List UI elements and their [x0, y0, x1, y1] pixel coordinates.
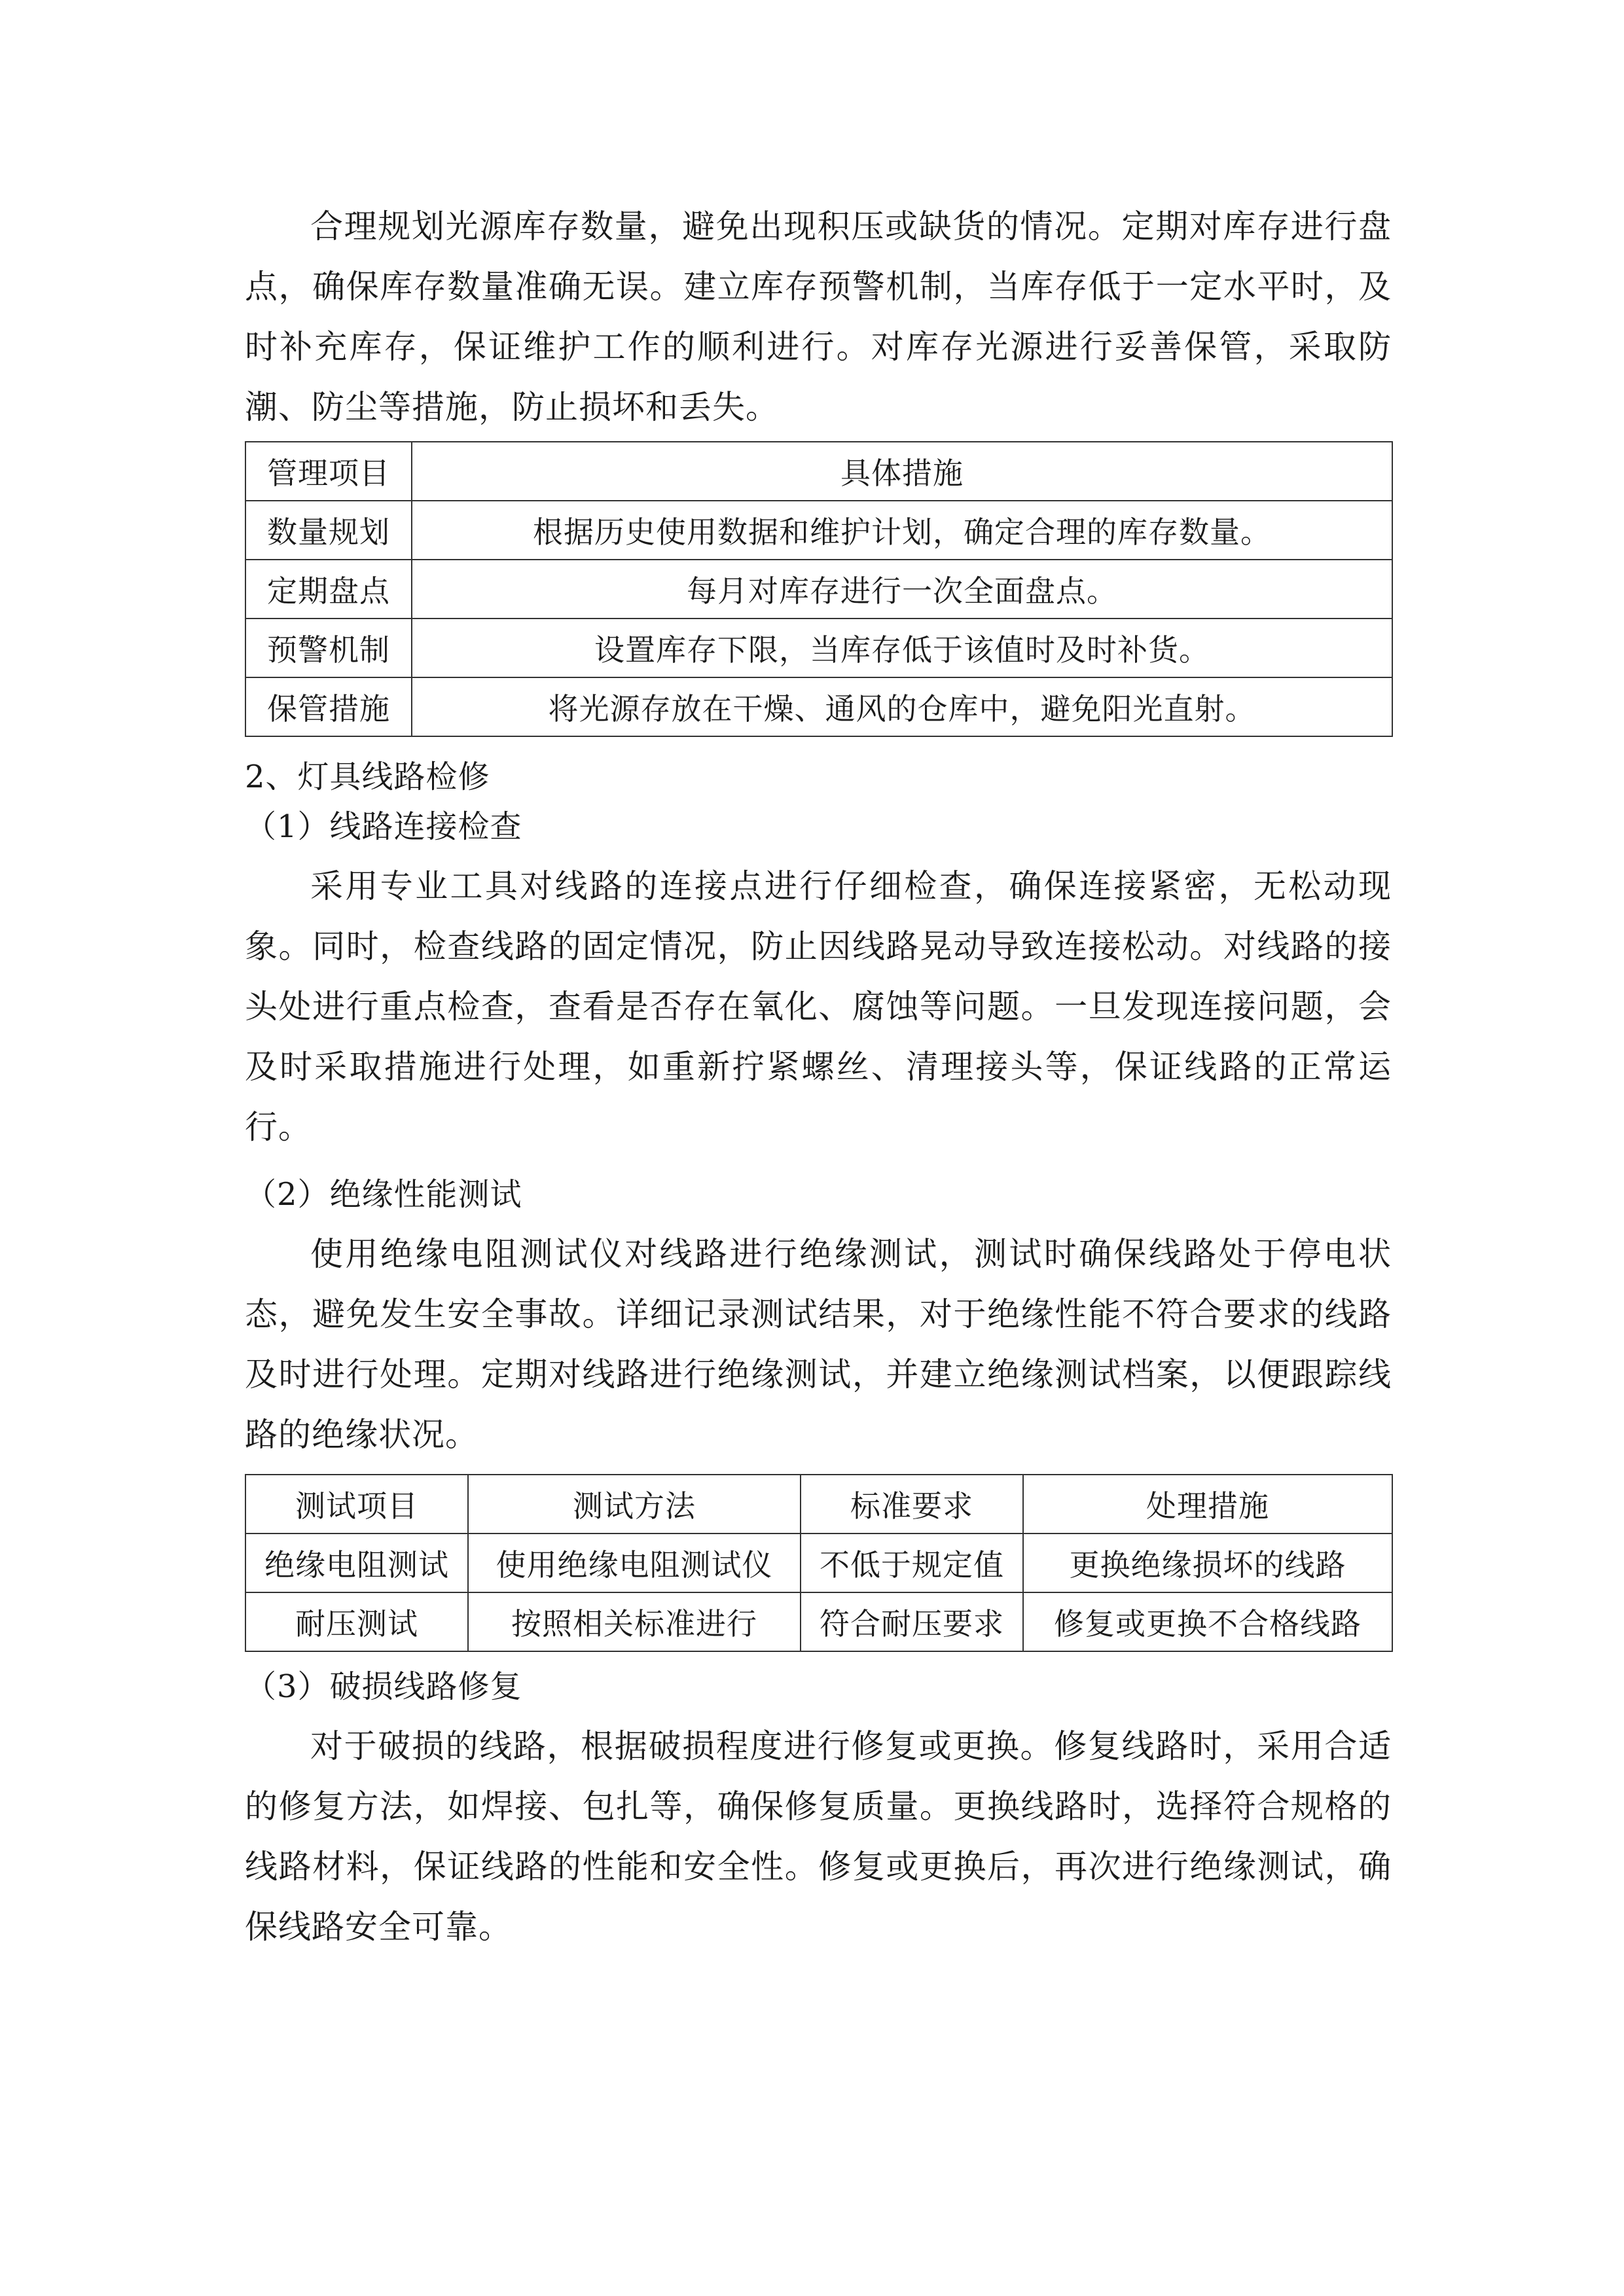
- table-cell: 修复或更换不合格线路: [1023, 1592, 1392, 1651]
- table-header-row: [245, 1475, 1392, 1534]
- table-cell: 按照相关标准进行: [468, 1592, 801, 1651]
- table-header-cell: 标准要求: [801, 1475, 1023, 1534]
- table-header-cell: 处理措施: [1023, 1475, 1392, 1534]
- table-row: [245, 1592, 1392, 1651]
- connection-check-paragraph: 采用专业工具对线路的连接点进行仔细检查，确保连接紧密，无松动现象。同时，检查线路的固定情况，防止因线路晃动导致连接松动。对线路的接头处进行重点检查，查看是否存在氧化、腐蚀等问题。一旦发现连接问题，会及时采取措施进行处理，如重新拧紧螺丝、清理接头等，保证线路的正常运行。: [245, 867, 1392, 1146]
- table-header-cell: 测试项目: [245, 1475, 468, 1534]
- table-row: [245, 677, 1392, 736]
- insulation-test-paragraph: 使用绝缘电阻测试仪对线路进行绝缘测试，测试时确保线路处于停电状态，避免发生安全事故。详细记录测试结果，对于绝缘性能不符合要求的线路及时进行处理。定期对线路进行绝缘测试，并建立绝缘测试档案，以便跟踪线路的绝缘状况。: [245, 1235, 1392, 1454]
- section-heading: 2、灯具线路检修: [245, 759, 490, 795]
- table-cell: 不低于规定值: [801, 1534, 1023, 1592]
- table-cell: 符合耐压要求: [801, 1592, 1023, 1651]
- table-cell: 耐压测试: [245, 1592, 468, 1651]
- table-row: [245, 1534, 1392, 1592]
- table-cell: 将光源存放在干燥、通风的仓库中，避免阳光直射。: [412, 677, 1392, 736]
- table-header-cell: 具体措施: [412, 442, 1392, 501]
- table-cell: 定期盘点: [245, 560, 412, 619]
- table-header-row: [245, 442, 1392, 501]
- subsection-heading: （2）绝缘性能测试: [245, 1176, 522, 1213]
- table-header-cell: 管理项目: [245, 442, 412, 501]
- table-cell: 绝缘电阻测试: [245, 1534, 468, 1592]
- insulation-test-table: [245, 1474, 1393, 1652]
- intro-paragraph: 合理规划光源库存数量，避免出现积压或缺货的情况。定期对库存进行盘点，确保库存数量准确无误。建立库存预警机制，当库存低于一定水平时，及时补充库存，保证维护工作的顺利进行。对库存光源进行妥善保管，采取防潮、防尘等措施，防止损坏和丢失。: [245, 207, 1392, 426]
- table-cell: 使用绝缘电阻测试仪: [468, 1534, 801, 1592]
- table-cell: 预警机制: [245, 619, 412, 677]
- document-page: [245, 196, 1392, 1957]
- table-row: [245, 560, 1392, 619]
- table-cell: 更换绝缘损坏的线路: [1023, 1534, 1392, 1592]
- table-cell: 设置库存下限，当库存低于该值时及时补货。: [412, 619, 1392, 677]
- table-cell: 根据历史使用数据和维护计划，确定合理的库存数量。: [412, 501, 1392, 560]
- inventory-management-table: [245, 441, 1393, 737]
- table-row: [245, 619, 1392, 677]
- table-cell: 数量规划: [245, 501, 412, 560]
- table-cell: 保管措施: [245, 677, 412, 736]
- subsection-heading: （3）破损线路修复: [245, 1668, 522, 1705]
- table-cell: 每月对库存进行一次全面盘点。: [412, 560, 1392, 619]
- damaged-line-repair-paragraph: 对于破损的线路，根据破损程度进行修复或更换。修复线路时，采用合适的修复方法，如焊接、包扎等，确保修复质量。更换线路时，选择符合规格的线路材料，保证线路的性能和安全性。修复或更换后，再次进行绝缘测试，确保线路安全可靠。: [245, 1727, 1392, 1946]
- subsection-heading: （1）线路连接检查: [245, 808, 522, 845]
- table-header-cell: 测试方法: [468, 1475, 801, 1534]
- table-row: [245, 501, 1392, 560]
